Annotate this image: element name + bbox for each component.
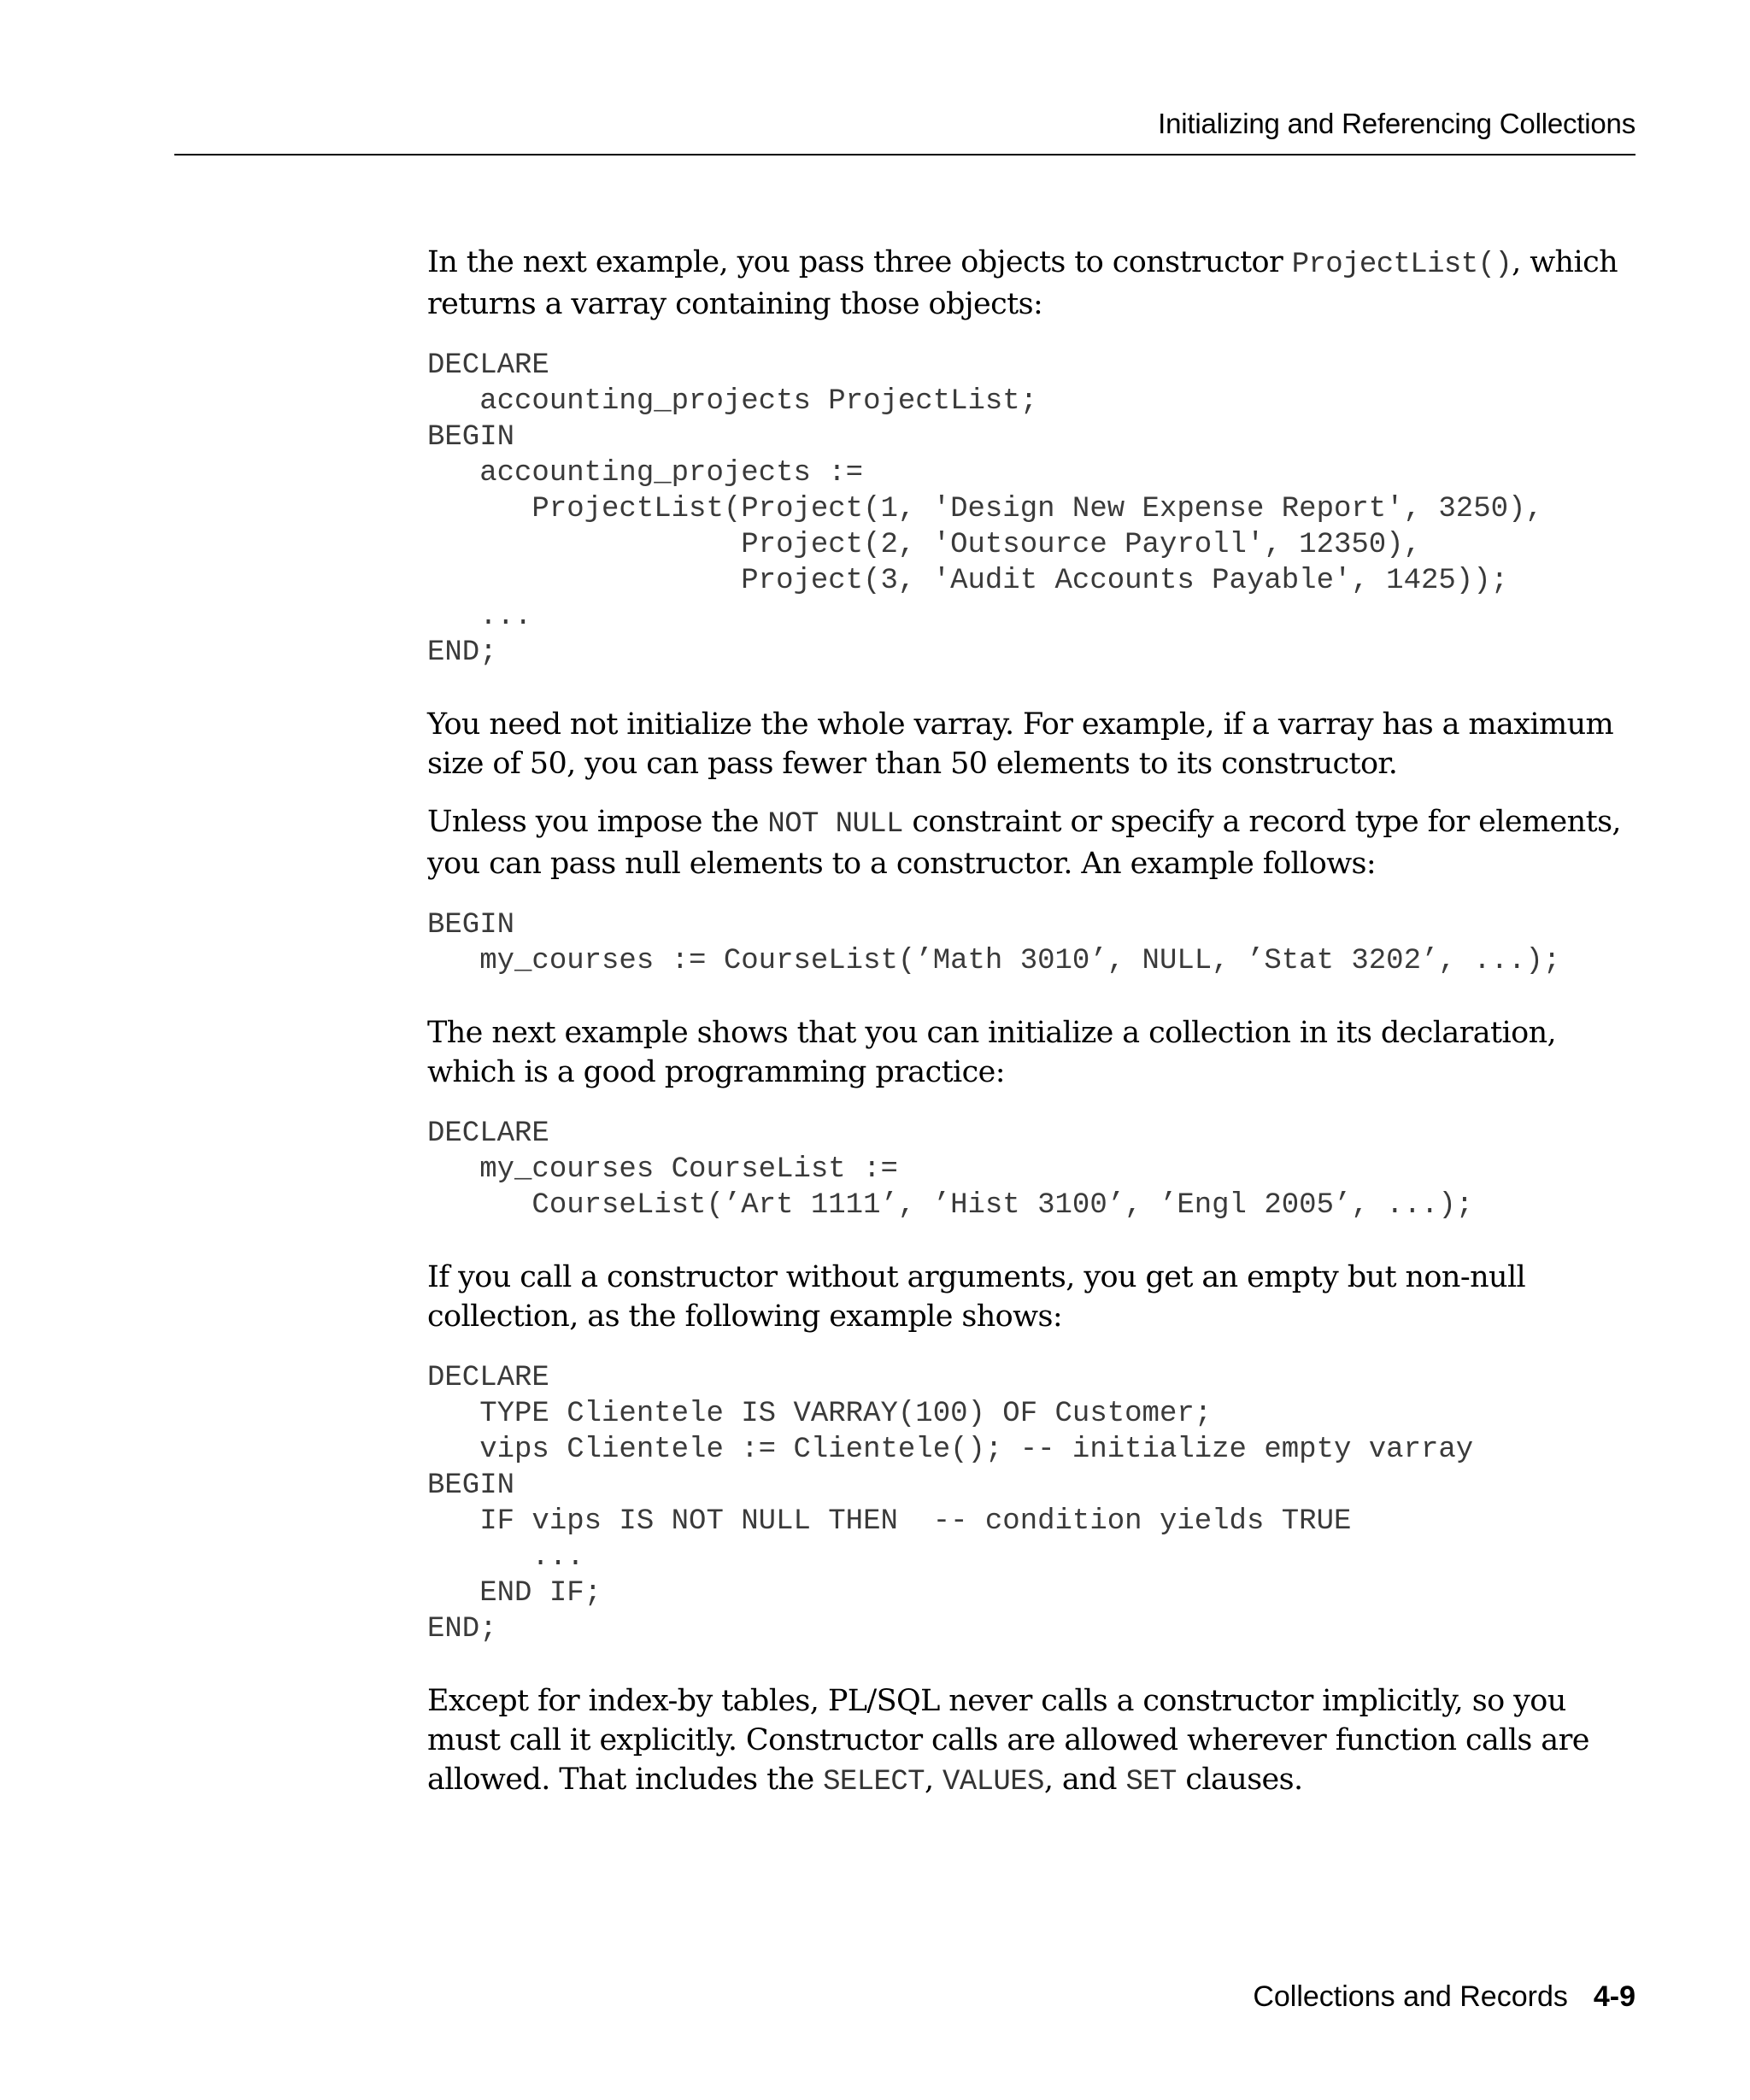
paragraph-text: , [924, 1763, 943, 1797]
inline-code-values: VALUES [943, 1766, 1044, 1798]
footer-section-title: Collections and Records [1253, 1980, 1568, 2013]
main-content [427, 243, 1641, 1802]
paragraph-empty-constructor: If you call a constructor without arguments, you get an empty but non-null collection, as the following example shows: [427, 1260, 1526, 1334]
paragraph-text: , and [1043, 1763, 1126, 1797]
paragraph-null-elements [427, 802, 1641, 883]
paragraph-text: constraint or specify a record type for elements, you can pass null elements to a constructor. An example follows: [427, 805, 1621, 881]
code-block-empty-varray: DECLARE TYPE Clientele IS VARRAY(100) OF Customer; vips Clientele := Clientele(); -- initialize empty varray BEGIN IF vips IS NOT NULL THEN -- condition yields TRUE ... END IF; END; [427, 1362, 1474, 1645]
paragraph-text: , which returns a varray containing those objects: [427, 245, 1618, 321]
code-block-declaration-init: DECLARE my_courses CourseList := CourseList(’Art 1111’, ’Hist 3100’, ’Engl 2005’, ...); [427, 1117, 1474, 1222]
paragraph-text: Except for index-by tables, PL/SQL never calls a constructor implicitly, so you must call it explicitly. Constructor calls are allowed wherever function calls are allowed. That includes the [427, 1684, 1589, 1797]
code-block-null-elements: BEGIN my_courses := CourseList(’Math 3010’, NULL, ’Stat 3202’, ...); [427, 909, 1561, 977]
inline-code-not-null: NOT NULL [767, 808, 903, 841]
inline-code-projectlist: ProjectList() [1291, 249, 1512, 281]
paragraph-initialize-in-declaration: The next example shows that you can initialize a collection in its declaration, which is a good programming practice: [427, 1016, 1557, 1089]
inline-code-select: SELECT [823, 1766, 925, 1798]
paragraph-text: In the next example, you pass three objects to constructor [427, 245, 1292, 279]
paragraph-explicit-constructor [427, 1681, 1641, 1802]
running-header-title: Initializing and Referencing Collections [1158, 108, 1635, 139]
code-block-project-list: DECLARE accounting_projects ProjectList; BEGIN accounting_projects := ProjectList(Project(1, 'Design New Expense Report', 3250), Project(2, 'Outsource Payroll', 12350), Project(3, 'Audit Accounts Payable', 1425)); ... END; [427, 349, 1543, 669]
page-header [174, 101, 1635, 155]
paragraph-partial-initialization: You need not initialize the whole varray. For example, if a varray has a maximum size of 50, you can pass fewer than 50 elements to its constructor. [427, 707, 1614, 781]
paragraph-project-list-intro [427, 243, 1641, 324]
inline-code-set: SET [1125, 1766, 1177, 1798]
page-footer [1253, 1980, 1635, 2014]
paragraph-text: Unless you impose the [427, 805, 768, 839]
page-number: 4-9 [1593, 1980, 1635, 2013]
paragraph-text: clauses. [1176, 1763, 1303, 1797]
